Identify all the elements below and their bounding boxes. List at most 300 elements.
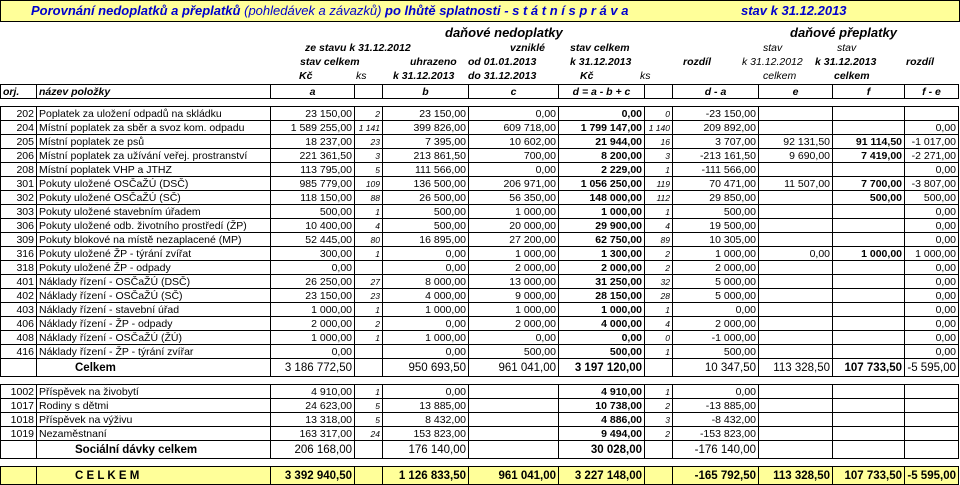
row-f-minus-e: 0,00 [905, 317, 959, 331]
row-name: Místní poplatek VHP a JTHZ [37, 163, 271, 177]
row-b: 0,00 [383, 261, 469, 275]
row-a-ks: 1 [355, 247, 383, 261]
row-f [833, 205, 905, 219]
row-d: 1 000,00 [559, 205, 645, 219]
sum-c [469, 441, 559, 459]
row-b: 500,00 [383, 219, 469, 233]
header-ks-2: ks [640, 70, 651, 82]
row-b: 7 395,00 [383, 135, 469, 149]
row-a: 10 400,00 [271, 219, 355, 233]
row-d-ks: 2 [645, 399, 673, 413]
sum-code [1, 441, 37, 459]
row-d-minus-a: 2 000,00 [673, 261, 759, 275]
row-e [759, 427, 833, 441]
row-c: 13 000,00 [469, 275, 559, 289]
spacer-cell [37, 459, 271, 467]
row-c: 0,00 [469, 163, 559, 177]
row-f-minus-e: 0,00 [905, 303, 959, 317]
row-f-minus-e: -3 807,00 [905, 177, 959, 191]
row-f [833, 219, 905, 233]
col-d-header: d = a - b + c [559, 85, 645, 99]
row-d-ks: 119 [645, 177, 673, 191]
row-d-ks: 0 [645, 331, 673, 345]
table-row [1, 261, 959, 275]
row-name: Rodiny s dětmi [37, 399, 271, 413]
sum-b: 950 693,50 [383, 359, 469, 377]
row-c: 500,00 [469, 345, 559, 359]
row-d: 8 200,00 [559, 149, 645, 163]
row-f: 7 419,00 [833, 149, 905, 163]
row-b: 23 150,00 [383, 107, 469, 121]
row-e [759, 219, 833, 233]
total-c: 961 041,00 [469, 467, 559, 485]
table-row [1, 247, 959, 261]
row-c: 20 000,00 [469, 219, 559, 233]
table-row [1, 149, 959, 163]
subtotal-row [1, 359, 959, 377]
row-c: 1 000,00 [469, 303, 559, 317]
row-d-ks: 3 [645, 413, 673, 427]
spacer-cell [645, 459, 673, 467]
spacer-cell [355, 459, 383, 467]
row-a: 1 000,00 [271, 331, 355, 345]
spacer-cell [1, 99, 37, 107]
row-d-ks: 1 [645, 205, 673, 219]
row-e [759, 163, 833, 177]
social-subtotal-row [1, 441, 959, 459]
header-dan-preplatky: daňové přeplatky [790, 25, 897, 40]
spacer-row [1, 99, 959, 107]
row-c: 1 000,00 [469, 247, 559, 261]
col-da-header: d - a [673, 85, 759, 99]
row-e: 92 131,50 [759, 135, 833, 149]
row-f-minus-e: 0,00 [905, 275, 959, 289]
row-f: 500,00 [833, 191, 905, 205]
header-uhrazeno: uhrazeno [410, 56, 457, 68]
row-f [833, 427, 905, 441]
row-name: Pokuty uložené OSČaŽÚ (DSČ) [37, 177, 271, 191]
row-d: 4 886,00 [559, 413, 645, 427]
sum-f-minus-e: -5 595,00 [905, 359, 959, 377]
row-d: 148 000,00 [559, 191, 645, 205]
spacer-row [1, 377, 959, 385]
spacer-cell [355, 99, 383, 107]
row-f-minus-e [905, 427, 959, 441]
title-paren: (pohledávek a závazků) [244, 3, 382, 18]
row-d-ks: 1 [645, 303, 673, 317]
row-a: 24 623,00 [271, 399, 355, 413]
row-a: 0,00 [271, 261, 355, 275]
row-f-minus-e: 1 000,00 [905, 247, 959, 261]
row-name: Pokuty uložené stavebním úřadem [37, 205, 271, 219]
row-f [833, 331, 905, 345]
row-code: 1002 [1, 385, 37, 399]
row-b: 1 000,00 [383, 331, 469, 345]
spacer-cell [1, 377, 37, 385]
col-e-header: e [759, 85, 833, 99]
row-code: 318 [1, 261, 37, 275]
row-name: Pokuty uložené ŽP - odpady [37, 261, 271, 275]
row-d: 31 250,00 [559, 275, 645, 289]
row-name: Pokuty uložené OSČaŽÚ (SČ) [37, 191, 271, 205]
spacer-cell [469, 377, 559, 385]
table-row [1, 219, 959, 233]
row-a: 300,00 [271, 247, 355, 261]
row-f-minus-e: 0,00 [905, 219, 959, 233]
header-celkem-2: celkem [834, 70, 870, 82]
col-name-header: název položky [37, 85, 271, 99]
spacer-cell [383, 459, 469, 467]
row-b: 0,00 [383, 247, 469, 261]
sum-name: Sociální dávky celkem [37, 441, 271, 459]
row-d: 4 000,00 [559, 317, 645, 331]
total-a-ks [355, 467, 383, 485]
row-f [833, 345, 905, 359]
row-d-minus-a: 5 000,00 [673, 275, 759, 289]
row-code: 402 [1, 289, 37, 303]
row-d: 10 738,00 [559, 399, 645, 413]
row-d: 0,00 [559, 331, 645, 345]
row-code: 1018 [1, 413, 37, 427]
header-do: do 31.12.2013 [468, 70, 537, 82]
row-name: Pokuty blokové na místě nezaplacené (MP) [37, 233, 271, 247]
row-f [833, 107, 905, 121]
row-c: 2 000,00 [469, 261, 559, 275]
row-a-ks: 2 [355, 317, 383, 331]
row-name: Náklady řízení - stavební úřad [37, 303, 271, 317]
row-e [759, 107, 833, 121]
spacer-cell [271, 377, 355, 385]
sum-f [833, 441, 905, 459]
sum-d: 3 197 120,00 [559, 359, 645, 377]
row-name: Pokuty uložené odb. životního prostředí (ŽP) [37, 219, 271, 233]
spacer-cell [559, 377, 645, 385]
row-f [833, 289, 905, 303]
spacer-cell [759, 377, 833, 385]
col-f-header: f [833, 85, 905, 99]
table-row [1, 385, 959, 399]
row-name: Příspěvek na výživu [37, 413, 271, 427]
row-d-minus-a: 3 707,00 [673, 135, 759, 149]
table-row [1, 331, 959, 345]
header-rozdil-2: rozdíl [906, 56, 934, 68]
row-f [833, 385, 905, 399]
table-row [1, 107, 959, 121]
row-a-ks: 88 [355, 191, 383, 205]
row-a-ks: 5 [355, 399, 383, 413]
total-d-ks [645, 467, 673, 485]
column-group-header [0, 22, 960, 84]
spacer-cell [37, 99, 271, 107]
header-k2013a: k 31.12.2013 [570, 56, 632, 68]
row-f-minus-e [905, 385, 959, 399]
spacer-cell [905, 459, 959, 467]
row-e [759, 191, 833, 205]
table-row [1, 413, 959, 427]
row-e [759, 275, 833, 289]
header-ks-1: ks [356, 70, 367, 82]
row-e [759, 399, 833, 413]
header-kc-1: Kč [299, 70, 313, 82]
row-b: 16 895,00 [383, 233, 469, 247]
row-d: 0,00 [559, 107, 645, 121]
row-c: 2 000,00 [469, 317, 559, 331]
row-c: 700,00 [469, 149, 559, 163]
row-b: 8 000,00 [383, 275, 469, 289]
sum-a: 3 186 772,50 [271, 359, 355, 377]
row-b: 153 823,00 [383, 427, 469, 441]
row-a: 985 779,00 [271, 177, 355, 191]
row-d-minus-a: 0,00 [673, 303, 759, 317]
header-stav-celkem: stav celkem [570, 42, 630, 54]
row-e [759, 385, 833, 399]
row-a-ks: 1 [355, 331, 383, 345]
spacer-cell [905, 99, 959, 107]
row-f [833, 275, 905, 289]
row-d-ks: 28 [645, 289, 673, 303]
row-b: 26 500,00 [383, 191, 469, 205]
row-d: 29 900,00 [559, 219, 645, 233]
col-c-header: c [469, 85, 559, 99]
col-a-header: a [271, 85, 355, 99]
row-name: Místní poplatek ze psů [37, 135, 271, 149]
row-b: 8 432,00 [383, 413, 469, 427]
total-f-minus-e: -5 595,00 [905, 467, 959, 485]
total-name: C E L K E M [37, 467, 271, 485]
row-f-minus-e: 0,00 [905, 163, 959, 177]
row-d-minus-a: 19 500,00 [673, 219, 759, 233]
table-row [1, 191, 959, 205]
row-a: 23 150,00 [271, 107, 355, 121]
row-e [759, 289, 833, 303]
header-k2013c: k 31.12.2013 [393, 70, 455, 82]
row-e: 0,00 [759, 247, 833, 261]
spacer-cell [673, 99, 759, 107]
row-e [759, 317, 833, 331]
row-b: 1 000,00 [383, 303, 469, 317]
row-d-minus-a: -23 150,00 [673, 107, 759, 121]
sum-name: Celkem [37, 359, 271, 377]
report-title [0, 0, 960, 22]
row-d-minus-a: 1 000,00 [673, 247, 759, 261]
col-b-header: b [383, 85, 469, 99]
row-a: 118 150,00 [271, 191, 355, 205]
row-d-minus-a: -213 161,50 [673, 149, 759, 163]
row-a: 113 795,00 [271, 163, 355, 177]
row-f-minus-e [905, 413, 959, 427]
row-code: 206 [1, 149, 37, 163]
row-f-minus-e: 0,00 [905, 345, 959, 359]
row-b: 500,00 [383, 205, 469, 219]
row-d: 1 000,00 [559, 303, 645, 317]
col-aks-header [355, 85, 383, 99]
grand-total-row [1, 467, 959, 485]
row-code: 416 [1, 345, 37, 359]
row-f: 91 114,50 [833, 135, 905, 149]
row-name: Příspěvek na živobytí [37, 385, 271, 399]
row-d-minus-a: -8 432,00 [673, 413, 759, 427]
table-row [1, 177, 959, 191]
row-a: 0,00 [271, 345, 355, 359]
row-d-ks: 112 [645, 191, 673, 205]
row-code: 403 [1, 303, 37, 317]
row-code: 309 [1, 233, 37, 247]
row-a-ks: 80 [355, 233, 383, 247]
row-a: 18 237,00 [271, 135, 355, 149]
row-e [759, 233, 833, 247]
row-a-ks: 4 [355, 219, 383, 233]
row-f: 1 000,00 [833, 247, 905, 261]
row-c [469, 413, 559, 427]
row-f [833, 163, 905, 177]
table-row [1, 233, 959, 247]
row-f [833, 303, 905, 317]
row-e: 11 507,00 [759, 177, 833, 191]
row-a: 26 250,00 [271, 275, 355, 289]
row-f [833, 121, 905, 135]
row-c [469, 427, 559, 441]
row-d: 2 000,00 [559, 261, 645, 275]
row-c: 0,00 [469, 107, 559, 121]
row-b: 213 861,50 [383, 149, 469, 163]
spacer-cell [905, 377, 959, 385]
spacer-cell [645, 377, 673, 385]
header-k2013b: k 31.12.2013 [815, 56, 877, 68]
row-d-minus-a: 500,00 [673, 205, 759, 219]
total-d: 3 227 148,00 [559, 467, 645, 485]
row-d: 9 494,00 [559, 427, 645, 441]
sum-f: 107 733,50 [833, 359, 905, 377]
row-a-ks: 24 [355, 427, 383, 441]
row-e [759, 345, 833, 359]
row-a-ks: 1 [355, 385, 383, 399]
row-a: 1 589 255,00 [271, 121, 355, 135]
row-name: Náklady řízení - ŽP - týrání zvířar [37, 345, 271, 359]
row-d: 1 300,00 [559, 247, 645, 261]
table-row [1, 345, 959, 359]
row-f-minus-e: 0,00 [905, 233, 959, 247]
row-a: 52 445,00 [271, 233, 355, 247]
row-code: 406 [1, 317, 37, 331]
spacer-cell [833, 459, 905, 467]
row-d-ks: 2 [645, 247, 673, 261]
row-code: 208 [1, 163, 37, 177]
row-code: 1019 [1, 427, 37, 441]
col-fe-header: f - e [905, 85, 959, 99]
spacer-cell [673, 377, 759, 385]
row-d: 21 944,00 [559, 135, 645, 149]
row-f-minus-e [905, 107, 959, 121]
table-row [1, 163, 959, 177]
spacer-cell [559, 459, 645, 467]
row-e [759, 303, 833, 317]
row-f: 7 700,00 [833, 177, 905, 191]
row-f-minus-e: 0,00 [905, 289, 959, 303]
header-k2012: k 31.12.2012 [742, 56, 803, 68]
column-header-row [1, 85, 959, 99]
row-a-ks: 1 [355, 205, 383, 219]
header-stav-2: stav [837, 42, 857, 54]
row-d-ks: 4 [645, 219, 673, 233]
row-d: 2 229,00 [559, 163, 645, 177]
row-name: Místní poplatek za užívání veřej. prostranství [37, 149, 271, 163]
table-row [1, 317, 959, 331]
row-d-ks: 89 [645, 233, 673, 247]
row-f [833, 413, 905, 427]
header-vznikle: vzniklé [510, 42, 546, 54]
row-a-ks [355, 261, 383, 275]
row-b: 0,00 [383, 345, 469, 359]
table-row [1, 289, 959, 303]
row-f-minus-e: -2 271,00 [905, 149, 959, 163]
row-name: Náklady řízení - OSČaŽÚ (ŽÚ) [37, 331, 271, 345]
row-a-ks [355, 345, 383, 359]
row-d-minus-a: 29 850,00 [673, 191, 759, 205]
row-a: 2 000,00 [271, 317, 355, 331]
row-d: 500,00 [559, 345, 645, 359]
total-e: 113 328,50 [759, 467, 833, 485]
row-a: 4 910,00 [271, 385, 355, 399]
spacer-cell [1, 459, 37, 467]
header-od: od 01.01.2013 [468, 56, 537, 68]
spacer-cell [383, 99, 469, 107]
row-d-minus-a: 5 000,00 [673, 289, 759, 303]
table-row [1, 275, 959, 289]
row-name: Nezaměstnaní [37, 427, 271, 441]
row-a-ks: 1 [355, 303, 383, 317]
row-d-ks: 2 [645, 427, 673, 441]
sum-e: 113 328,50 [759, 359, 833, 377]
row-d-ks: 2 [645, 261, 673, 275]
row-code: 301 [1, 177, 37, 191]
row-e [759, 261, 833, 275]
header-rozdil-1: rozdíl [683, 56, 711, 68]
row-name: Náklady řízení - ŽP - odpady [37, 317, 271, 331]
sum-d: 30 028,00 [559, 441, 645, 459]
row-code: 408 [1, 331, 37, 345]
row-a-ks: 27 [355, 275, 383, 289]
row-code: 302 [1, 191, 37, 205]
row-e: 9 690,00 [759, 149, 833, 163]
row-a-ks: 109 [355, 177, 383, 191]
total-f: 107 733,50 [833, 467, 905, 485]
header-stav-1: stav [763, 42, 783, 54]
sum-c: 961 041,00 [469, 359, 559, 377]
title-deadline: po lhůtě splatnosti - s t á t n í s p r á v a [385, 3, 629, 18]
row-name: Pokuty uložené ŽP - týrání zvířat [37, 247, 271, 261]
spacer-row [1, 459, 959, 467]
total-d-minus-a: -165 792,50 [673, 467, 759, 485]
row-a: 23 150,00 [271, 289, 355, 303]
row-d-ks: 32 [645, 275, 673, 289]
row-f-minus-e: 0,00 [905, 121, 959, 135]
row-b: 399 826,00 [383, 121, 469, 135]
row-d: 1 799 147,00 [559, 121, 645, 135]
spacer-cell [759, 99, 833, 107]
row-f-minus-e: 0,00 [905, 261, 959, 275]
row-code: 204 [1, 121, 37, 135]
spacer-cell [833, 99, 905, 107]
row-code: 205 [1, 135, 37, 149]
row-d-minus-a: 500,00 [673, 345, 759, 359]
spacer-cell [559, 99, 645, 107]
sum-d-ks [645, 359, 673, 377]
spacer-cell [271, 99, 355, 107]
spacer-cell [469, 99, 559, 107]
row-e [759, 331, 833, 345]
row-d-ks: 1 [645, 163, 673, 177]
row-c: 1 000,00 [469, 205, 559, 219]
